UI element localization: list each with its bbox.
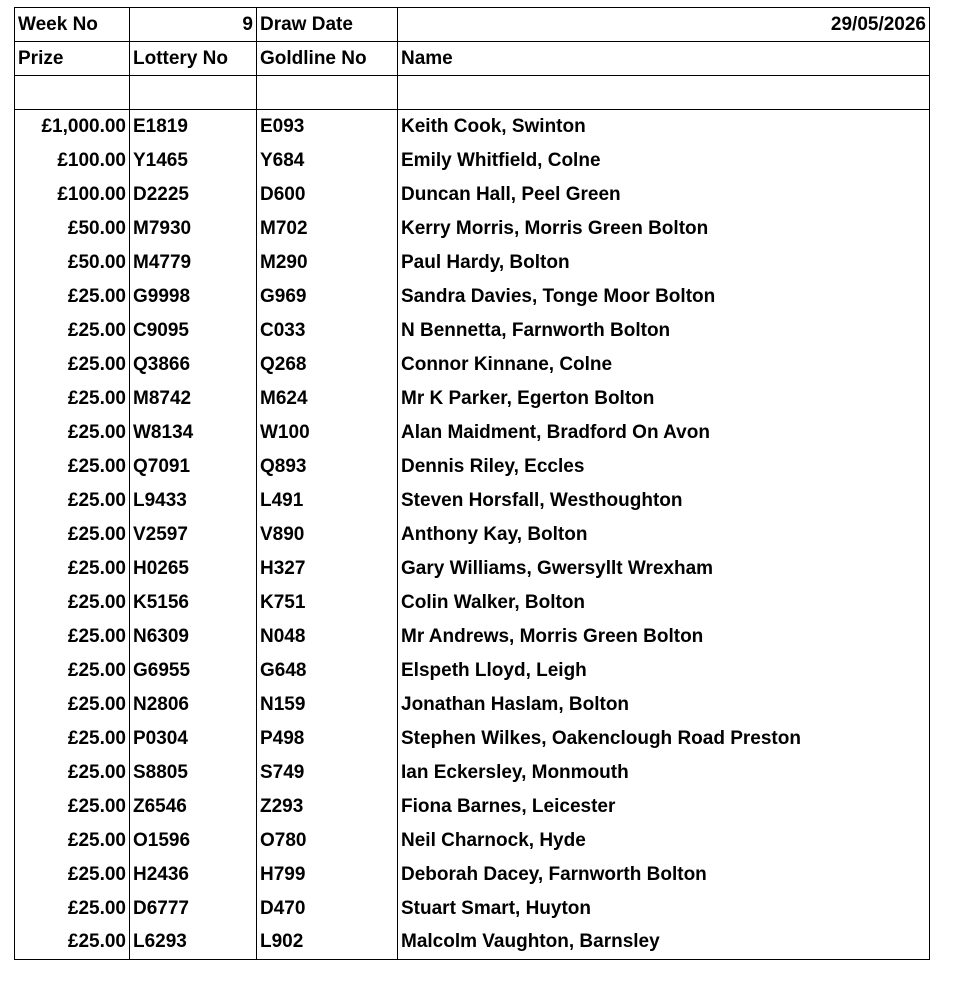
table-row: [15, 722, 930, 756]
lottery-no-cell: M4779: [130, 246, 257, 280]
table-row: [15, 858, 930, 892]
name-cell: Fiona Barnes, Leicester: [398, 790, 930, 824]
goldline-no-cell: H327: [257, 552, 398, 586]
prize-cell: £25.00: [15, 688, 130, 722]
table-row: [15, 586, 930, 620]
table-row: [15, 110, 930, 144]
blank-cell: [15, 76, 130, 110]
lottery-no-cell: H0265: [130, 552, 257, 586]
prize-cell: £25.00: [15, 824, 130, 858]
prize-cell: £25.00: [15, 518, 130, 552]
prize-cell: £25.00: [15, 926, 130, 960]
draw-date-value: 29/05/2026: [398, 8, 930, 42]
prize-cell: £25.00: [15, 348, 130, 382]
name-cell: Mr Andrews, Morris Green Bolton: [398, 620, 930, 654]
prize-cell: £25.00: [15, 416, 130, 450]
lottery-no-cell: G6955: [130, 654, 257, 688]
table-row: [15, 654, 930, 688]
blank-cell: [130, 76, 257, 110]
table-row: [15, 450, 930, 484]
lottery-no-cell: S8805: [130, 756, 257, 790]
prize-cell: £25.00: [15, 552, 130, 586]
goldline-no-cell: O780: [257, 824, 398, 858]
lottery-no-cell: H2436: [130, 858, 257, 892]
blank-row: [15, 76, 930, 110]
lottery-no-cell: V2597: [130, 518, 257, 552]
table-row: [15, 314, 930, 348]
table-row: [15, 348, 930, 382]
prize-cell: £25.00: [15, 892, 130, 926]
lottery-no-cell: Q7091: [130, 450, 257, 484]
lottery-no-cell: L9433: [130, 484, 257, 518]
lottery-no-cell: L6293: [130, 926, 257, 960]
goldline-no-cell: N159: [257, 688, 398, 722]
name-cell: Emily Whitfield, Colne: [398, 144, 930, 178]
goldline-no-cell: P498: [257, 722, 398, 756]
goldline-no-cell: L491: [257, 484, 398, 518]
lottery-no-cell: N2806: [130, 688, 257, 722]
name-cell: Anthony Kay, Bolton: [398, 518, 930, 552]
name-cell: Deborah Dacey, Farnworth Bolton: [398, 858, 930, 892]
prize-cell: £25.00: [15, 654, 130, 688]
prize-cell: £25.00: [15, 858, 130, 892]
goldline-no-cell: Y684: [257, 144, 398, 178]
table-row: [15, 926, 930, 960]
lottery-no-cell: D6777: [130, 892, 257, 926]
table-row: [15, 756, 930, 790]
prize-cell: £25.00: [15, 314, 130, 348]
table-row: [15, 552, 930, 586]
prize-cell: £100.00: [15, 144, 130, 178]
name-cell: Keith Cook, Swinton: [398, 110, 930, 144]
goldline-no-cell: D470: [257, 892, 398, 926]
table-row: [15, 416, 930, 450]
prize-cell: £50.00: [15, 246, 130, 280]
prize-cell: £25.00: [15, 790, 130, 824]
name-cell: Sandra Davies, Tonge Moor Bolton: [398, 280, 930, 314]
lottery-no-cell: Y1465: [130, 144, 257, 178]
prize-cell: £25.00: [15, 450, 130, 484]
prize-cell: £25.00: [15, 620, 130, 654]
goldline-no-cell: Z293: [257, 790, 398, 824]
prize-cell: £1,000.00: [15, 110, 130, 144]
draw-date-label: Draw Date: [257, 8, 398, 42]
name-cell: Elspeth Lloyd, Leigh: [398, 654, 930, 688]
name-cell: Paul Hardy, Bolton: [398, 246, 930, 280]
table-row: [15, 144, 930, 178]
name-cell: N Bennetta, Farnworth Bolton: [398, 314, 930, 348]
column-header-prize: Prize: [15, 42, 130, 76]
name-cell: Connor Kinnane, Colne: [398, 348, 930, 382]
header-row: [15, 8, 930, 42]
name-cell: Kerry Morris, Morris Green Bolton: [398, 212, 930, 246]
lottery-no-cell: N6309: [130, 620, 257, 654]
goldline-no-cell: D600: [257, 178, 398, 212]
name-cell: Stuart Smart, Huyton: [398, 892, 930, 926]
table-row: [15, 620, 930, 654]
lottery-no-cell: M7930: [130, 212, 257, 246]
prize-cell: £25.00: [15, 280, 130, 314]
prize-cell: £25.00: [15, 756, 130, 790]
lottery-no-cell: G9998: [130, 280, 257, 314]
goldline-no-cell: Q268: [257, 348, 398, 382]
prize-cell: £50.00: [15, 212, 130, 246]
goldline-no-cell: K751: [257, 586, 398, 620]
name-cell: Duncan Hall, Peel Green: [398, 178, 930, 212]
lottery-no-cell: Z6546: [130, 790, 257, 824]
goldline-no-cell: G648: [257, 654, 398, 688]
lottery-no-cell: W8134: [130, 416, 257, 450]
name-cell: Alan Maidment, Bradford On Avon: [398, 416, 930, 450]
table-row: [15, 892, 930, 926]
goldline-no-cell: Q893: [257, 450, 398, 484]
goldline-no-cell: S749: [257, 756, 398, 790]
goldline-no-cell: V890: [257, 518, 398, 552]
name-cell: Gary Williams, Gwersyllt Wrexham: [398, 552, 930, 586]
goldline-no-cell: C033: [257, 314, 398, 348]
table-row: [15, 484, 930, 518]
table-row: [15, 212, 930, 246]
column-header-lottery-no: Lottery No: [130, 42, 257, 76]
goldline-no-cell: M624: [257, 382, 398, 416]
lottery-no-cell: O1596: [130, 824, 257, 858]
week-value: 9: [130, 8, 257, 42]
lottery-no-cell: D2225: [130, 178, 257, 212]
lottery-no-cell: E1819: [130, 110, 257, 144]
name-cell: Mr K Parker, Egerton Bolton: [398, 382, 930, 416]
lottery-no-cell: M8742: [130, 382, 257, 416]
lottery-no-cell: C9095: [130, 314, 257, 348]
name-cell: Stephen Wilkes, Oakenclough Road Preston: [398, 722, 930, 756]
prize-cell: £25.00: [15, 382, 130, 416]
table-row: [15, 688, 930, 722]
table-row: [15, 246, 930, 280]
name-cell: Dennis Riley, Eccles: [398, 450, 930, 484]
goldline-no-cell: M702: [257, 212, 398, 246]
table-row: [15, 280, 930, 314]
name-cell: Neil Charnock, Hyde: [398, 824, 930, 858]
goldline-no-cell: E093: [257, 110, 398, 144]
blank-cell: [398, 76, 930, 110]
goldline-no-cell: G969: [257, 280, 398, 314]
lottery-no-cell: P0304: [130, 722, 257, 756]
table-row: [15, 178, 930, 212]
goldline-no-cell: H799: [257, 858, 398, 892]
name-cell: Malcolm Vaughton, Barnsley: [398, 926, 930, 960]
week-label: Week No: [15, 8, 130, 42]
results-table: [14, 7, 930, 960]
name-cell: Steven Horsfall, Westhoughton: [398, 484, 930, 518]
column-header-row: [15, 42, 930, 76]
results-table-body: [15, 8, 930, 960]
lottery-no-cell: Q3866: [130, 348, 257, 382]
blank-cell: [257, 76, 398, 110]
prize-cell: £25.00: [15, 586, 130, 620]
goldline-no-cell: N048: [257, 620, 398, 654]
name-cell: Ian Eckersley, Monmouth: [398, 756, 930, 790]
prize-cell: £25.00: [15, 484, 130, 518]
prize-cell: £100.00: [15, 178, 130, 212]
table-row: [15, 790, 930, 824]
goldline-no-cell: L902: [257, 926, 398, 960]
table-row: [15, 824, 930, 858]
column-header-name: Name: [398, 42, 930, 76]
name-cell: Jonathan Haslam, Bolton: [398, 688, 930, 722]
table-row: [15, 382, 930, 416]
lottery-no-cell: K5156: [130, 586, 257, 620]
table-row: [15, 518, 930, 552]
name-cell: Colin Walker, Bolton: [398, 586, 930, 620]
prize-cell: £25.00: [15, 722, 130, 756]
goldline-no-cell: W100: [257, 416, 398, 450]
goldline-no-cell: M290: [257, 246, 398, 280]
column-header-goldline-no: Goldline No: [257, 42, 398, 76]
